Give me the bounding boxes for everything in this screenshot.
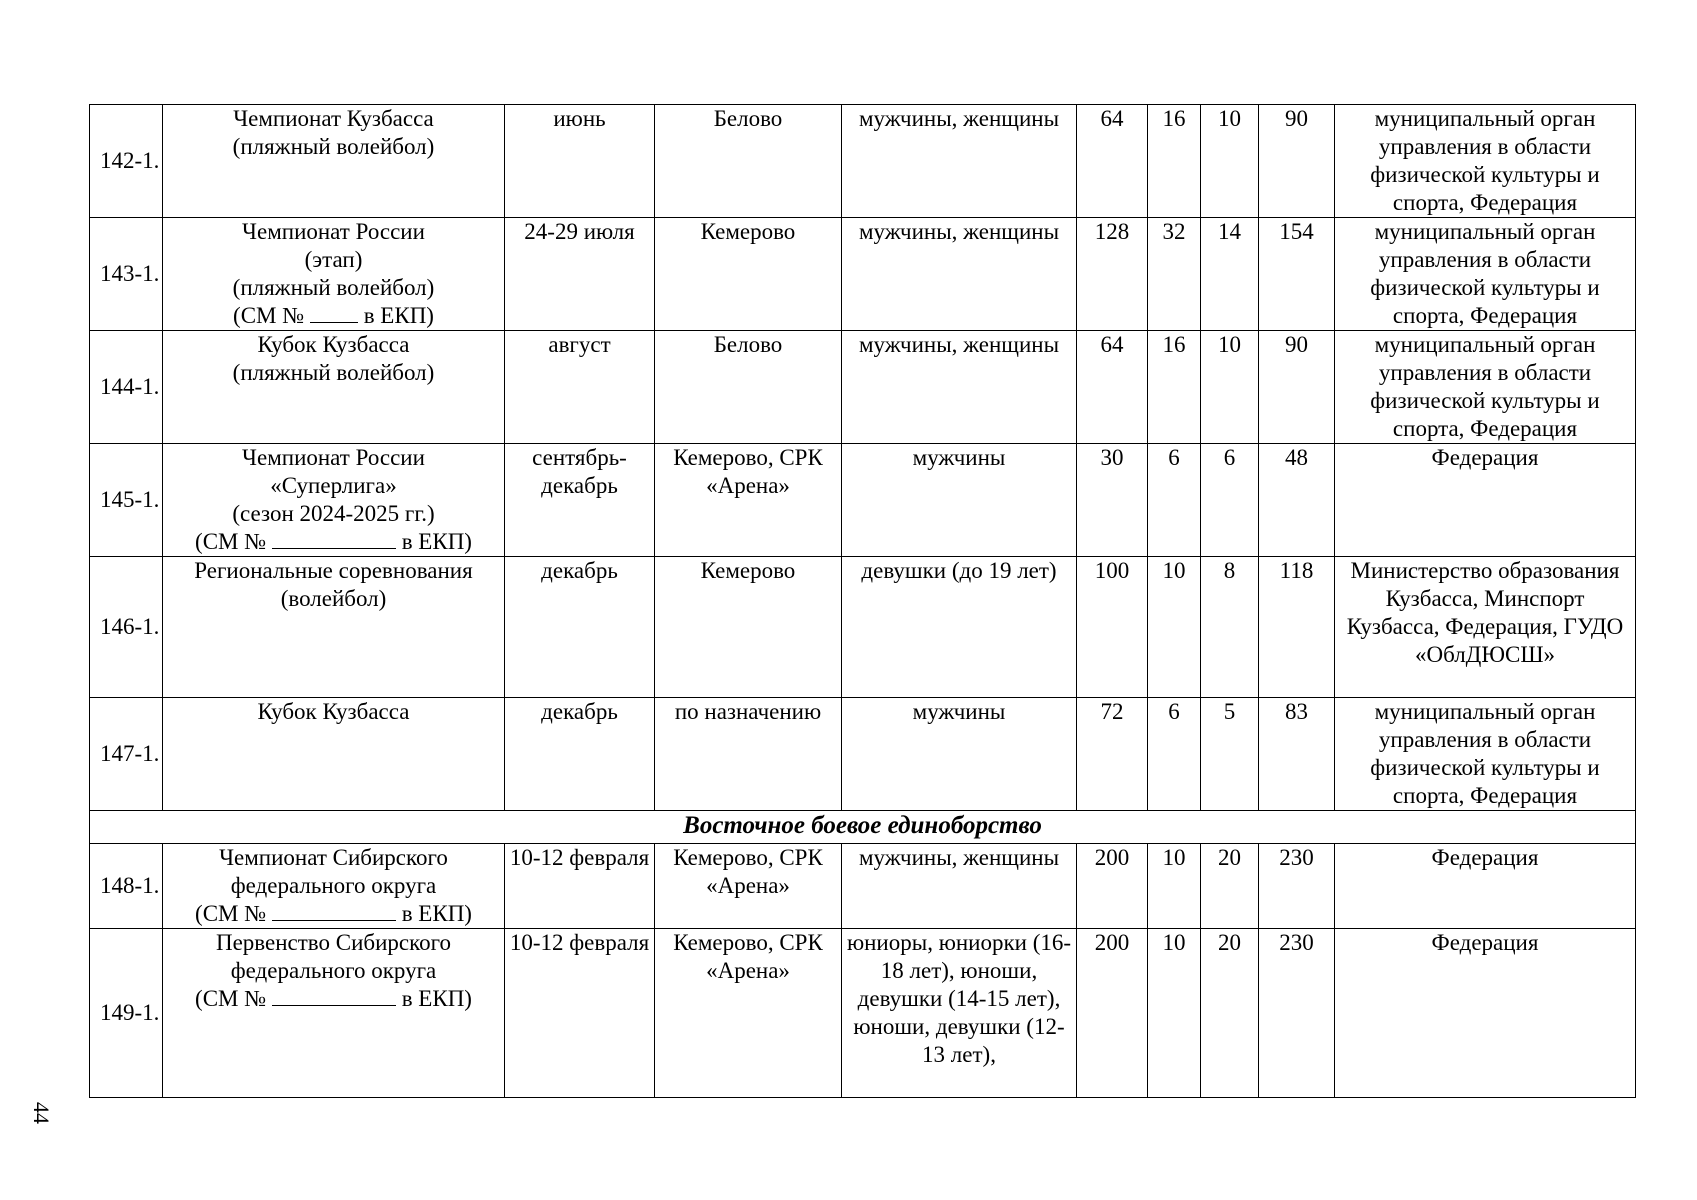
count-3: 8 [1201, 557, 1259, 698]
event-name: Чемпионат Кузбасса (пляжный волейбол) [163, 105, 505, 218]
event-organizer: Федерация [1335, 844, 1636, 929]
table-row [90, 929, 1636, 1098]
count-1: 200 [1077, 929, 1148, 1098]
count-total: 83 [1259, 698, 1335, 811]
event-organizer: муниципальный орган управления в области физической культуры и спорта, Федерация [1335, 331, 1636, 444]
event-place: Кемерово, СРК «Арена» [655, 844, 842, 929]
event-participants: мужчины [842, 698, 1077, 811]
table-row [90, 557, 1636, 698]
count-2: 6 [1148, 444, 1201, 557]
blank-line [272, 528, 396, 549]
count-total: 118 [1259, 557, 1335, 698]
count-total: 90 [1259, 105, 1335, 218]
count-1: 128 [1077, 218, 1148, 331]
row-number: 143-1. [90, 218, 163, 331]
table-row [90, 105, 1636, 218]
table-row [90, 844, 1636, 929]
row-number: 147-1. [90, 698, 163, 811]
section-header-row [90, 811, 1636, 844]
event-name: Кубок Кузбасса [163, 698, 505, 811]
count-3: 20 [1201, 844, 1259, 929]
event-participants: мужчины, женщины [842, 331, 1077, 444]
count-2: 10 [1148, 557, 1201, 698]
row-number: 144-1. [90, 331, 163, 444]
event-organizer: Министерство образования Кузбасса, Минспорт Кузбасса, Федерация, ГУДО «ОблДЮСШ» [1335, 557, 1636, 698]
count-2: 10 [1148, 929, 1201, 1098]
event-place: Кемерово [655, 218, 842, 331]
row-number: 142-1. [90, 105, 163, 218]
event-place: Кемерово [655, 557, 842, 698]
count-1: 200 [1077, 844, 1148, 929]
section-title: Восточное боевое единоборство [90, 811, 1636, 844]
table-row [90, 444, 1636, 557]
count-3: 6 [1201, 444, 1259, 557]
event-name: Региональные соревнования (волейбол) [163, 557, 505, 698]
blank-line [310, 302, 358, 323]
count-3: 5 [1201, 698, 1259, 811]
event-participants: юниоры, юниорки (16-18 лет), юноши, девушки (14-15 лет), юноши, девушки (12-13 лет), [842, 929, 1077, 1098]
blank-line [272, 985, 396, 1006]
event-place: по назначению [655, 698, 842, 811]
row-number: 148-1. [90, 844, 163, 929]
count-1: 100 [1077, 557, 1148, 698]
event-place: Кемерово, СРК «Арена» [655, 444, 842, 557]
count-3: 14 [1201, 218, 1259, 331]
count-3: 20 [1201, 929, 1259, 1098]
row-number: 146-1. [90, 557, 163, 698]
count-2: 10 [1148, 844, 1201, 929]
event-name: Первенство Сибирского федерального округа (СМ № в ЕКП) [163, 929, 505, 1098]
event-name: Кубок Кузбасса (пляжный волейбол) [163, 331, 505, 444]
table-row [90, 698, 1636, 811]
event-place: Кемерово, СРК «Арена» [655, 929, 842, 1098]
count-total: 230 [1259, 929, 1335, 1098]
event-organizer: Федерация [1335, 444, 1636, 557]
event-date: декабрь [505, 698, 655, 811]
count-2: 16 [1148, 331, 1201, 444]
event-date: сентябрь-декабрь [505, 444, 655, 557]
event-participants: мужчины, женщины [842, 105, 1077, 218]
row-number: 145-1. [90, 444, 163, 557]
event-organizer: Федерация [1335, 929, 1636, 1098]
count-total: 230 [1259, 844, 1335, 929]
count-total: 154 [1259, 218, 1335, 331]
event-organizer: муниципальный орган управления в области физической культуры и спорта, Федерация [1335, 218, 1636, 331]
count-total: 48 [1259, 444, 1335, 557]
count-1: 64 [1077, 331, 1148, 444]
event-date: август [505, 331, 655, 444]
count-3: 10 [1201, 331, 1259, 444]
table-row [90, 218, 1636, 331]
event-date: 24-29 июля [505, 218, 655, 331]
table-row [90, 331, 1636, 444]
event-place: Белово [655, 331, 842, 444]
event-date: декабрь [505, 557, 655, 698]
event-organizer: муниципальный орган управления в области физической культуры и спорта, Федерация [1335, 698, 1636, 811]
count-1: 72 [1077, 698, 1148, 811]
count-1: 64 [1077, 105, 1148, 218]
event-participants: мужчины, женщины [842, 844, 1077, 929]
event-organizer: муниципальный орган управления в области физической культуры и спорта, Федерация [1335, 105, 1636, 218]
event-place: Белово [655, 105, 842, 218]
event-date: июнь [505, 105, 655, 218]
events-table [89, 104, 1636, 1098]
event-name: Чемпионат России (этап) (пляжный волейбол) (СМ № в ЕКП) [163, 218, 505, 331]
event-participants: мужчины [842, 444, 1077, 557]
count-1: 30 [1077, 444, 1148, 557]
event-name: Чемпионат России «Суперлига» (сезон 2024-2025 гг.) (СМ № в ЕКП) [163, 444, 505, 557]
event-participants: мужчины, женщины [842, 218, 1077, 331]
page-number: 44 [29, 1102, 54, 1124]
count-3: 10 [1201, 105, 1259, 218]
blank-line [272, 900, 396, 921]
event-date: 10-12 февраля [505, 929, 655, 1098]
count-2: 32 [1148, 218, 1201, 331]
event-date: 10-12 февраля [505, 844, 655, 929]
row-number: 149-1. [90, 929, 163, 1098]
count-2: 6 [1148, 698, 1201, 811]
event-name: Чемпионат Сибирского федерального округа (СМ № в ЕКП) [163, 844, 505, 929]
event-participants: девушки (до 19 лет) [842, 557, 1077, 698]
count-2: 16 [1148, 105, 1201, 218]
count-total: 90 [1259, 331, 1335, 444]
